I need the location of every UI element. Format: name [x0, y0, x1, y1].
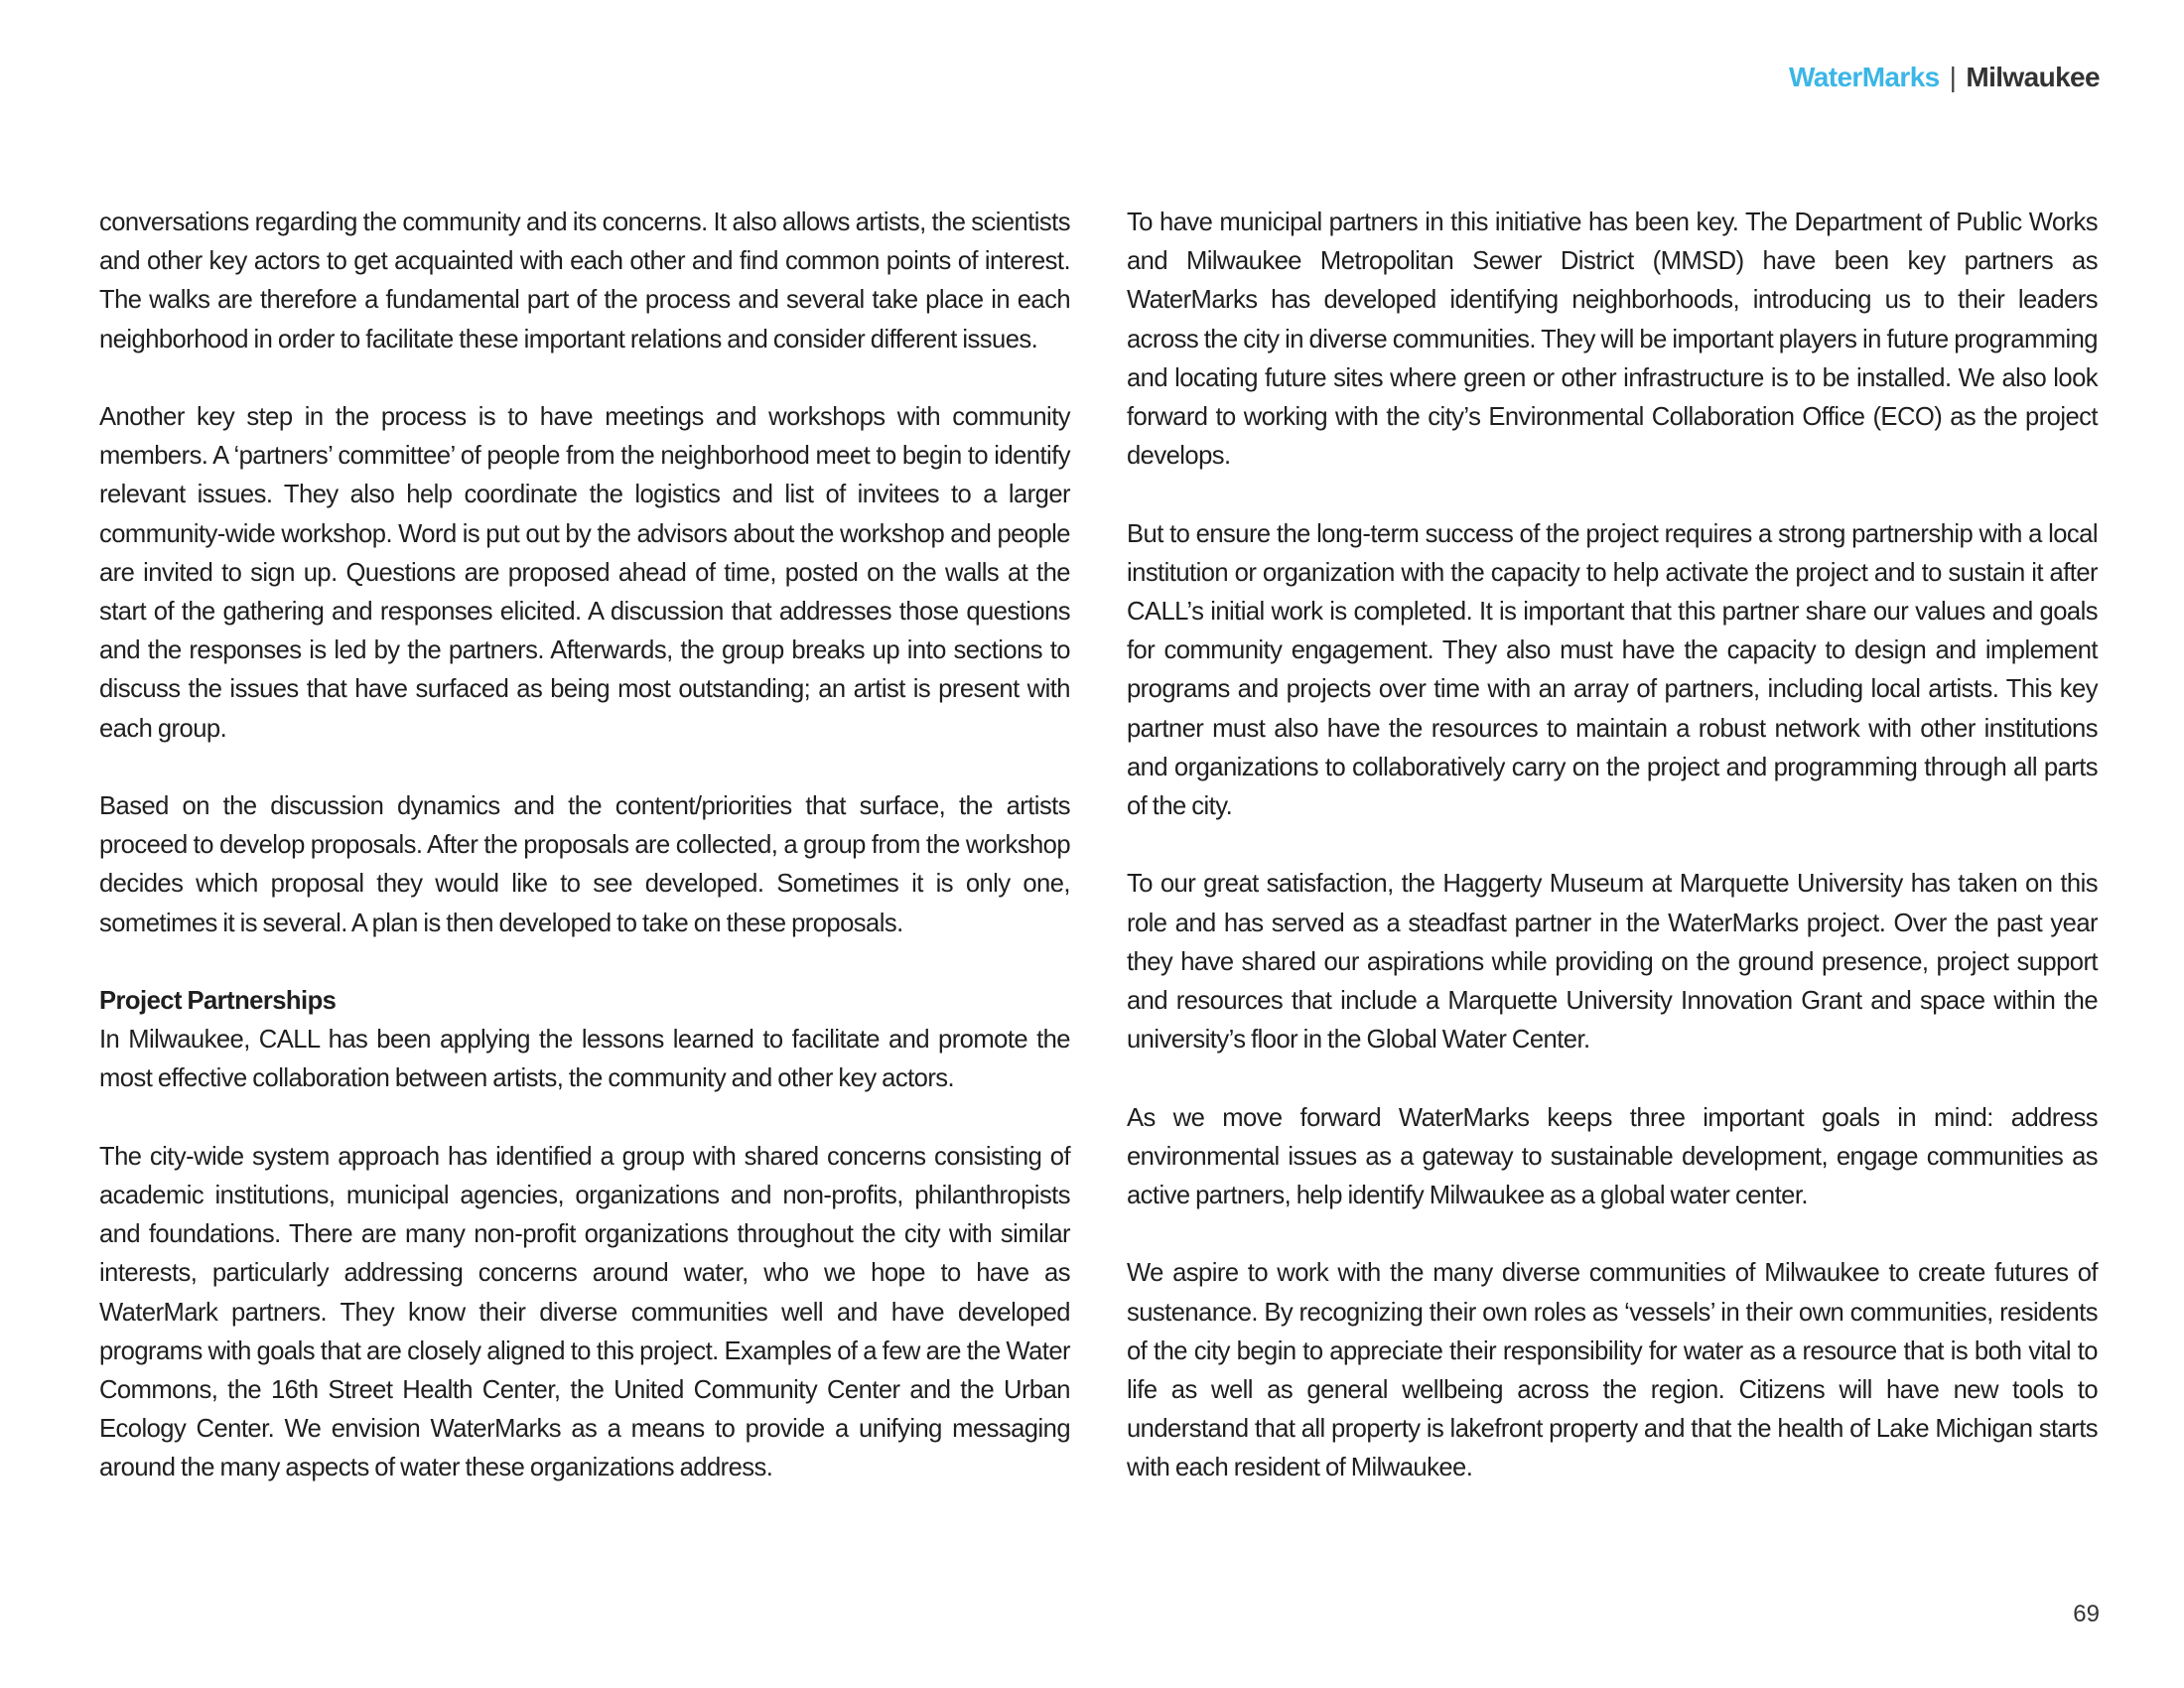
- right-paragraph-4: As we move forward WaterMarks keeps three important goals in mind: address environmental issues as a gateway to sustainable development, engage communities as active partners, help identify Milwaukee as a global water center.: [1127, 1103, 2098, 1210]
- right-paragraph-2: But to ensure the long-term success of the project requires a strong partnership with a local institution or organization with the capacity to help activate the project and to sustain it after CALL’s initial work is completed. It is important that this partner share our values and goals for community engagement. They also must have the capacity to design and implement programs and projects over time with an array of partners, including local artists. This key partner must also have the resources to maintain a robust network with other institutions and organizations to collaboratively carry on the project and programming through all parts of the city.: [1127, 519, 2098, 821]
- right-paragraph-1: To have municipal partners in this initiative has been key. The Department of Public Works and Milwaukee Metropolitan Sewer District (MMSD) have been key partners as WaterMarks has developed identifying neighborhoods, introducing us to their leaders across the city in diverse communities. They will be important players in future programming and locating future sites where green or other infrastructure is to be installed. We also look forward to working with the city’s Environmental Collaboration Office (ECO) as the project develops.: [1127, 209, 2098, 471]
- left-paragraph-3: Based on the discussion dynamics and the content/priorities that surface, the artists proceed to develop proposals. After the proposals are collected, a group from the workshop decides which proposal they would like to see developed. Sometimes it is only one, sometimes it is several. A plan is then developed to take on these proposals.: [99, 792, 1070, 937]
- left-paragraph-2: Another key step in the process is to have meetings and workshops with community members. A ‘partners’ committee’ of people from the neighborhood meet to begin to identify relevant issues. They also help coordinate the logistics and list of invitees to a larger community-wide workshop. Word is put out by the advisors about the workshop and people are invited to sign up. Questions are proposed ahead of time, posted on the walls at the start of the gathering and responses elicited. A discussion that addresses those questions and the responses is led by the partners. Afterwards, the group breaks up into sections to discuss the issues that have surfaced as being most outstanding; an artist is present with each group.: [99, 403, 1070, 743]
- left-paragraph-1: conversations regarding the community and its concerns. It also allows artists, the scientists and other key actors to get acquainted with each other and find common points of interest. The walks are therefore a fundamental part of the process and several take place in each neighborhood in order to facilitate these important relations and consider different issues.: [99, 209, 1070, 353]
- right-paragraph-3: To our great satisfaction, the Haggerty Museum at Marquette University has taken on this role and has served as a steadfast partner in the WaterMarks project. Over the past year they have shared our aspirations while providing on the ground presence, project support and resources that include a Marquette University Innovation Grant and space within the university’s floor in the Global Water Center.: [1127, 870, 2098, 1055]
- section-heading-project-partnerships: Project Partnerships: [99, 987, 337, 1016]
- right-paragraph-5: We aspire to work with the many diverse communities of Milwaukee to create futures of sustenance. By recognizing their own roles as ‘vessels’ in their own communities, residents of the city begin to appreciate their responsibility for water as a resource that is both vital to life as well as general wellbeing across the region. Citizens will have new tools to understand that all property is lakefront property and that the health of Lake Michigan starts with each resident of Milwaukee.: [1127, 1259, 2098, 1482]
- header-separator: |: [1949, 62, 1957, 92]
- left-paragraph-4: In Milwaukee, CALL has been applying the lessons learned to facilitate and promote the most effective collaboration between artists, the community and other key actors.: [99, 1026, 1070, 1093]
- left-paragraph-5: The city-wide system approach has identified a group with shared concerns consisting of academic institutions, municipal agencies, organizations and non-profits, philanthropists and foundations. There are many non-profit organizations throughout the city with similar interests, particularly addressing concerns around water, who we hope to have as WaterMark partners. They know their diverse communities well and have developed programs with goals that are closely aligned to this project. Examples of a few are the Water Commons, the 16th Street Health Center, the United Community Center and the Urban Ecology Center. We envision WaterMarks as a means to provide a unifying messaging around the many aspects of water these organizations address.: [99, 1142, 1070, 1482]
- header-city: Milwaukee: [1966, 62, 2100, 92]
- left-column: [99, 204, 1070, 1488]
- right-column: [1127, 204, 2098, 1488]
- page-number: 69: [2073, 1601, 2100, 1627]
- running-header: [1789, 62, 2100, 93]
- header-brand: WaterMarks: [1788, 62, 1940, 92]
